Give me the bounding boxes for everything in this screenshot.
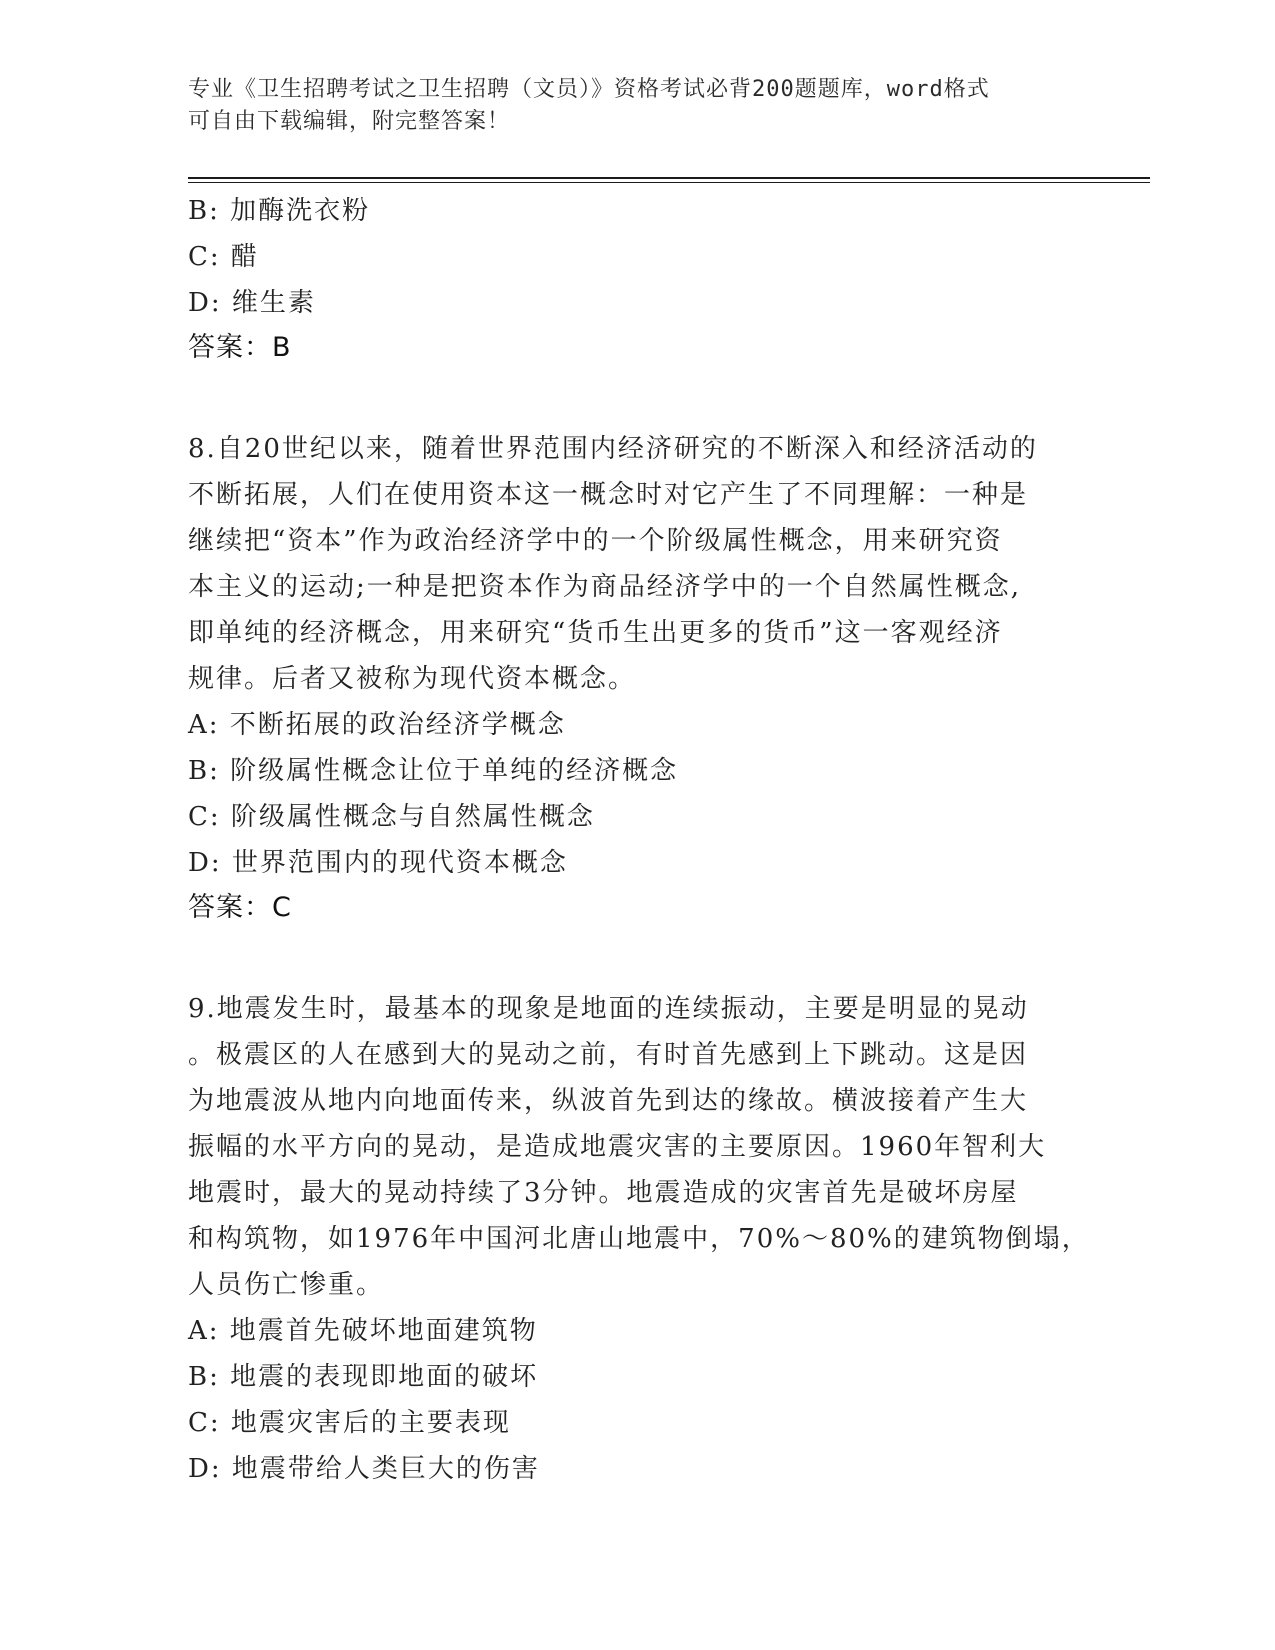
question-8-block [188, 426, 1068, 930]
document-header [188, 74, 1068, 138]
question-8-text [188, 426, 1068, 702]
question-7-option-d: D: 维生素 [188, 288, 316, 318]
question-9-line: 人员伤亡惨重。 [188, 1270, 385, 1300]
question-7-option-b: B: 加酶洗衣粉 [188, 196, 371, 226]
question-9-line: 和构筑物，如1976年中国河北唐山地震中，70%～80%的建筑物倒塌， [188, 1224, 1090, 1254]
header-line-1: 专业《卫生招聘考试之卫生招聘（文员）》资格考试必背200题题库，word格式 [188, 77, 990, 102]
question-8-line: 本主义的运动;一种是把资本作为商品经济学中的一个自然属性概念, [188, 572, 1022, 602]
question-9-line: 。极震区的人在感到大的晃动之前，有时首先感到上下跳动。这是因 [188, 1040, 1029, 1070]
question-8-line: 不断拓展，人们在使用资本这一概念时对它产生了不同理解：一种是 [188, 480, 1029, 510]
document-body [188, 188, 1090, 1492]
question-9-option-d: D: 地震带给人类巨大的伤害 [188, 1454, 540, 1484]
question-8-answer: 答案：C [188, 892, 292, 923]
question-8-option-c: C: 阶级属性概念与自然属性概念 [188, 802, 595, 832]
question-8-line: 即单纯的经济概念，用来研究“货币生出更多的货币”这一客观经济 [188, 618, 1003, 648]
question-7-answer: 答案：B [188, 332, 292, 363]
question-7-option-c: C: 醋 [188, 242, 259, 272]
question-9-option-b: B: 地震的表现即地面的破坏 [188, 1362, 539, 1392]
question-7-block [188, 188, 1068, 370]
question-8-line: 继续把“资本”作为政治经济学中的一个阶级属性概念，用来研究资 [188, 526, 1003, 556]
question-9-line: 为地震波从地内向地面传来，纵波首先到达的缘故。横波接着产生大 [188, 1086, 1029, 1116]
header-divider-thick [188, 177, 1150, 179]
question-9-block [188, 986, 1090, 1492]
question-8-option-a: A: 不断拓展的政治经济学概念 [188, 710, 566, 740]
question-9-line: 9.地震发生时，最基本的现象是地面的连续振动，主要是明显的晃动 [188, 994, 1029, 1024]
header-divider-thin [188, 182, 1150, 183]
question-8-option-d: D: 世界范围内的现代资本概念 [188, 848, 568, 878]
question-8-line: 规律。后者又被称为现代资本概念。 [188, 664, 637, 694]
question-9-line: 振幅的水平方向的晃动，是造成地震灾害的主要原因。1960年智利大 [188, 1132, 1047, 1162]
question-9-text [188, 986, 1090, 1308]
question-9-option-c: C: 地震灾害后的主要表现 [188, 1408, 511, 1438]
header-line-2: 可自由下载编辑，附完整答案！ [188, 109, 511, 134]
question-9-option-a: A: 地震首先破坏地面建筑物 [188, 1316, 538, 1346]
question-8-line: 8.自20世纪以来，随着世界范围内经济研究的不断深入和经济活动的 [188, 434, 1038, 464]
question-8-option-b: B: 阶级属性概念让位于单纯的经济概念 [188, 756, 679, 786]
question-9-line: 地震时，最大的晃动持续了3分钟。地震造成的灾害首先是破坏房屋 [188, 1178, 1019, 1208]
